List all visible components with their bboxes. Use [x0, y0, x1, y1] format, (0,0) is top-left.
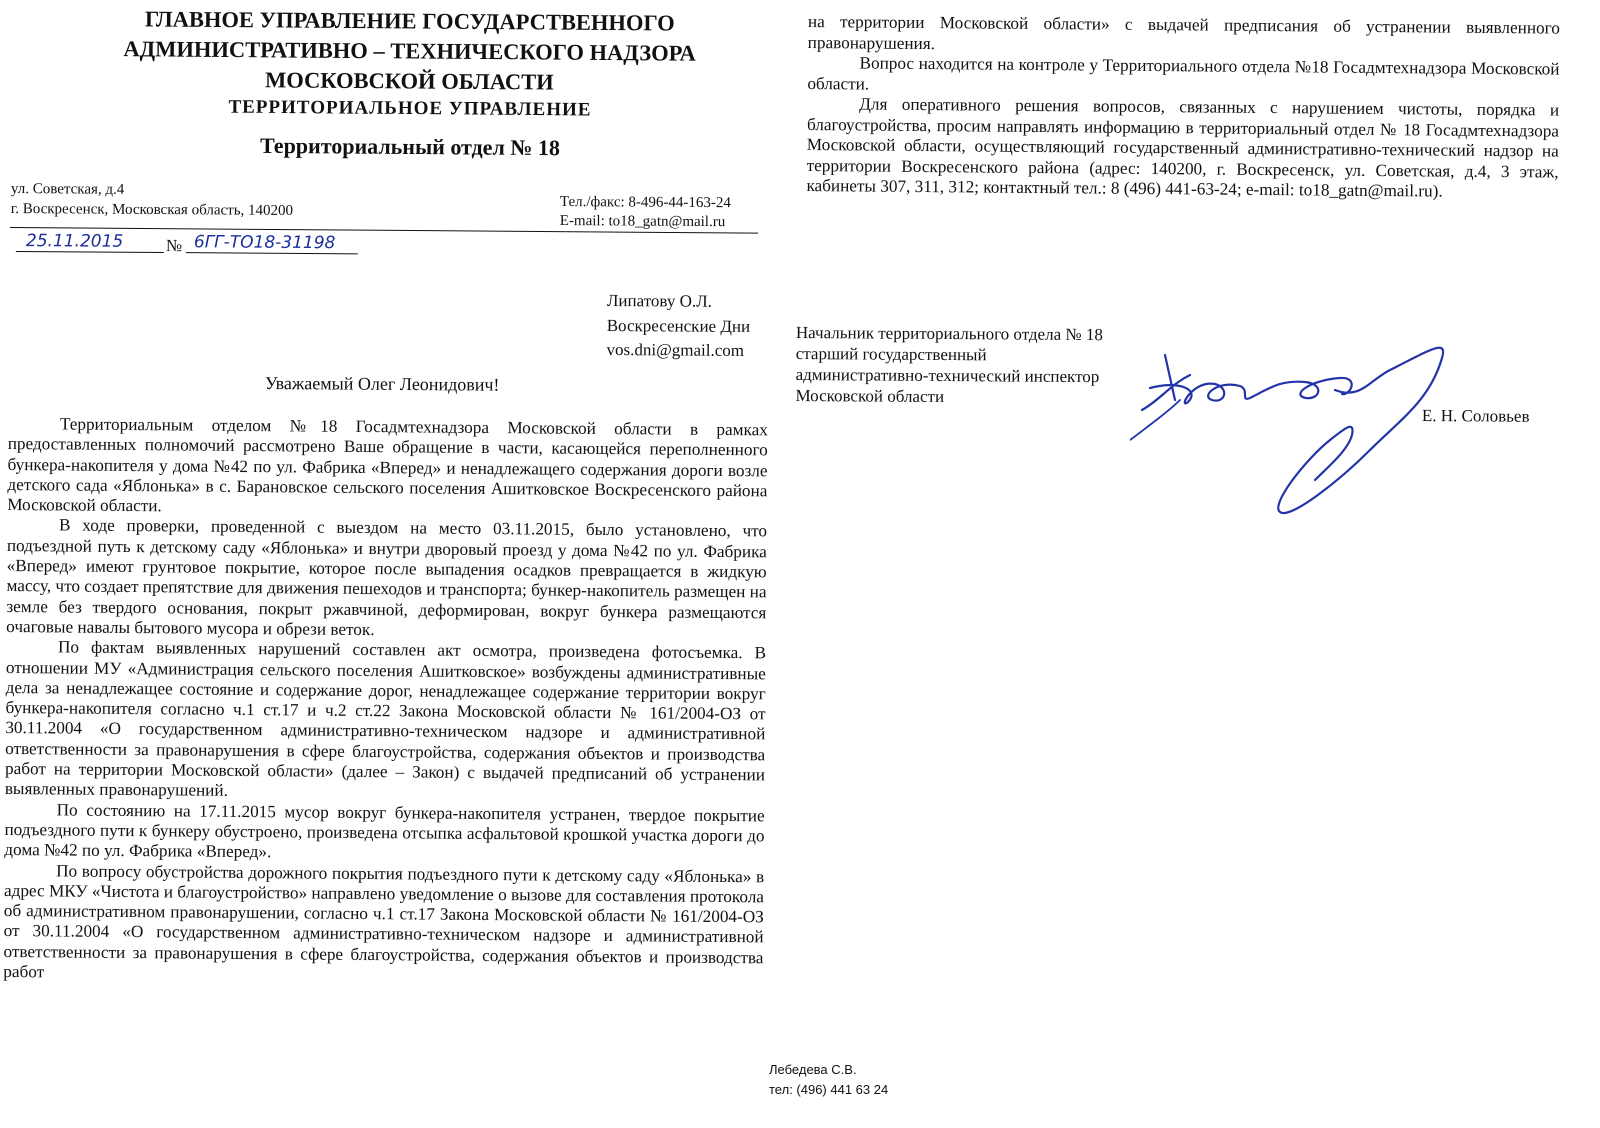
- body-paragraph: По состоянию на 17.11.2015 мусор вокруг бункера-накопителя устранен, твердое покрытие подъездного пути к бункеру обустроено, произведена отсыпка асфальтовой крошкой участка дороги до дома №42 по ул. Фабрика «Вперед».: [4, 800, 765, 862]
- signature-stroke: [1130, 400, 1180, 440]
- registration-line: [16, 229, 358, 265]
- signature-stroke: [1142, 355, 1352, 410]
- email: E-mail: to18_gatn@mail.ru: [559, 212, 726, 231]
- letter-body: [3, 414, 768, 989]
- recipient-email: vos.dni@gmail.com: [606, 339, 745, 360]
- body-paragraph: Для оперативного решения вопросов, связанных с нарушением чистоты, порядка и благоустройства, просим направлять информацию в территориальный отдел № 18 Госадмтехнадзора Московской области, осуществляющий государственный административно-технический надзор на территории Воскресенского района (адрес: 140200, г. Воскресенск, ул. Советская, д.4, 3 этаж, кабинеты 307, 311, 312; контактный тел.: 8 (496) 441-63-24; e-mail: to18_gatn@mail.ru).: [806, 94, 1560, 201]
- recipient-org: Воскресенские Дни: [606, 315, 751, 336]
- letter-page-left: [0, 0, 790, 1128]
- body-paragraph: на территории Московской области» с выдачей предписания об устранении выявленного правонарушения.: [807, 12, 1560, 53]
- executor-info: [769, 1060, 888, 1100]
- registration-number-label: №: [165, 236, 183, 256]
- organization-title-line: МОСКОВСКОЙ ОБЛАСТИ: [264, 67, 554, 95]
- registration-date: 25.11.2015: [16, 231, 164, 253]
- organization-subtitle: ТЕРРИТОРИАЛЬНОЕ УПРАВЛЕНИЕ: [228, 96, 592, 121]
- body-paragraph: По фактам выявленных нарушений составлен акт осмотра, произведена фотосъемка. В отношении МУ «Администрация сельского поселения Ашитковское» возбуждены административные дела за ненадлежащее состояние и содержание дорог, ненадлежащее содержание территории вокруг бункера-накопителя согласно ч.1 ст.17 и ч.2 ст.22 Закона Московской области № 161/2004-ОЗ от 30.11.2004 «О государственном административно-техническом надзоре и административной ответственности за правонарушения в сфере благоустройства, содержания объектов и производства работ на территории Московской области» (далее – Закон) с выдачей предписаний об устранении выявленных правонарушений.: [4, 637, 767, 801]
- letter-continuation: [806, 12, 1560, 203]
- signer-line: Начальник территориального отдела № 18: [795, 322, 1103, 345]
- handwritten-signature: [1130, 340, 1460, 530]
- signer-position: [795, 322, 1103, 408]
- organization-title-line: АДМИНИСТРАТИВНО – ТЕХНИЧЕСКОГО НАДЗОРА: [123, 36, 696, 66]
- signer-name: Е. Н. Соловьев: [1421, 406, 1530, 426]
- sender-contacts: [560, 193, 731, 232]
- address-line: г. Воскресенск, Московская область, 140200: [10, 200, 294, 219]
- recipient-block: [606, 289, 750, 363]
- signature-stroke: [1278, 348, 1443, 513]
- body-paragraph: В ходе проверки, проведенной с выездом на место 03.11.2015, было установлено, что подъездной путь к детскому саду «Яблонька» и внутри дворовый проезд у дома №42 по ул. Фабрика «Вперед» имеют грунтовое покрытие, которое после выпадения осадков превращается в жидкую массу, что создает препятствие для движения пешеходов и транспорта; бункер-накопитель размещен на земле без твердого основания, покрыт ржавчиной, деформирован, вокруг бункера размещаются очаговые навалы бытового мусора и обрези веток.: [6, 515, 768, 640]
- organization-title-line: ГЛАВНОЕ УПРАВЛЕНИЕ ГОСУДАРСТВЕННОГО: [144, 6, 675, 36]
- address-line: ул. Советская, д.4: [10, 180, 125, 198]
- executor-phone: тел: (496) 441 63 24: [769, 1082, 889, 1097]
- body-paragraph: По вопросу обустройства дорожного покрытия подъездного пути к детскому саду «Яблонька» в адрес МКУ «Чистота и благоустройство» направлено уведомление о вызове для составления протокола об административном правонарушении, согласно ч.1 ст.17 Закона Московской области № 161/2004-ОЗ от 30.11.2004 «О государственном административно-техническом надзоре и административной ответственности за правонарушения в сфере благоустройства, содержания объектов и производства работ: [3, 860, 765, 982]
- sender-address: [11, 179, 294, 221]
- signer-line: административно-технический инспектор: [795, 364, 1100, 387]
- signer-line: Московской области: [795, 385, 945, 407]
- phone-fax: Тел./факс: 8-496-44-163-24: [559, 193, 731, 212]
- executor-name: Лебедева С.В.: [769, 1062, 857, 1077]
- letter-page-right: [769, 0, 1600, 1128]
- signer-line: старший государственный: [795, 343, 987, 365]
- department-title: Территориальный отдел № 18: [259, 132, 561, 161]
- organization-title: [99, 4, 720, 99]
- body-paragraph: Территориальным отделом №18 Госадмтехнадзора Московской области в рамках предоставленных полномочий рассмотрено Ваше обращение в части, касающейся переполненного бункера-накопителя у дома №42 по ул. Фабрика «Вперед» и ненадлежащего содержания дороги возле детского сада «Яблонька» в с. Барановское сельского поселения Ашитковское Воскресенского района Московской области.: [7, 414, 768, 516]
- registration-number: 6ГГ-ТО18-31198: [186, 232, 358, 254]
- body-paragraph: Вопрос находится на контроле у Территориального отдела №18 Госадмтехнадзора Московской области.: [807, 53, 1560, 94]
- salutation: Уважаемый Олег Леонидович!: [264, 373, 500, 395]
- recipient-name: Липатову О.Л.: [606, 290, 713, 311]
